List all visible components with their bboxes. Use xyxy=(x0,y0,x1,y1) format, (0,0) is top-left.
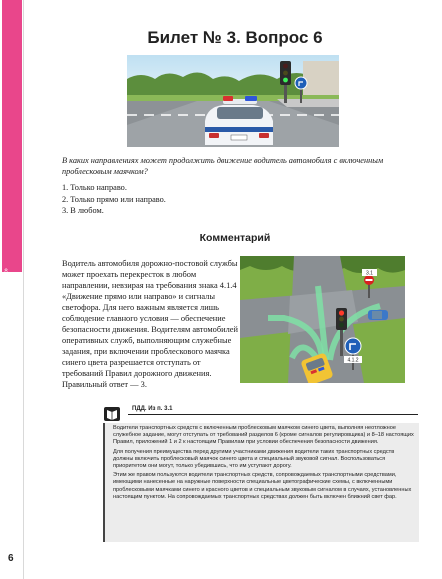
answer-option: 3. В любом. xyxy=(62,206,104,215)
rules-excerpt xyxy=(103,423,419,542)
topic-tab xyxy=(2,0,22,272)
comment-illustration xyxy=(240,256,405,383)
page-number: 6 xyxy=(8,553,14,564)
rules-paragraph: Этим же правом пользуются водители транспортных средств, сопровождаемых транспортными средствами, имеющими нанесенные на наружные поверхности специальные цветографические схемы, с включенными проблесковыми маячками синего и красного цветов и специальным звуковым сигналом в случаях, установленных настоящим пунктом. На сопровождаемых транспортных средствах должен быть включен ближний свет фар. xyxy=(113,472,412,500)
building xyxy=(303,61,339,99)
divider xyxy=(128,414,418,415)
other-car xyxy=(368,310,388,320)
book-icon xyxy=(103,405,121,423)
sign-label-3-1: 3.1 xyxy=(366,270,373,277)
answer-list xyxy=(62,182,362,217)
rules-paragraph: Для получения преимущества перед другими участниками движения водители таких транспортных средств должны включить проблесковый маячок синего цвета и специальный звуковой сигнал. Воспользоваться приоритетом они могут, только убедившись, что им уступают дорогу. xyxy=(113,448,395,470)
sign-label-4-1-2: 4.1.2 xyxy=(347,357,359,364)
rules-paragraph: Водители транспортных средств с включенным проблесковым маячком синего цвета, выполняя неотложное служебное задание, могут отступать от требований разделов 6 (кроме сигналов регулировщика) и 8–18 настоящих Правил, приложений 1 и 2 к настоящим Правилам при условии обеспечения безопасности движения. xyxy=(113,425,414,446)
comment-heading: Комментарий xyxy=(199,232,271,244)
side-strip xyxy=(0,0,24,579)
comment-text: Водитель автомобиля дорожно-постовой службы может проехать перекресток в любом направлении, невзирая на требования знака 4.1.4 «Движение прямо или направо» и сигналы светофора. Для него важным является лишь соблюдение главного условия — обеспечение безопасности движения. Водителям автомобилей оперативных служб, выполняющим служебные задания, при включении проблескового маячка синего цвета разрешается отступать от требований Правил дорожного движения. Правильный ответ — 3. xyxy=(62,259,238,389)
ticket-title: Билет № 3. Вопрос 6 xyxy=(147,28,323,47)
rules-reference: ПДД. Из п. 3.1 xyxy=(132,406,173,412)
topic-label: Тема «Применение специальных сигналов» xyxy=(3,268,10,416)
answer-option: 2. Только прямо или направо. xyxy=(62,194,166,204)
answer-option: 1. Только направо. xyxy=(62,183,127,192)
question-text: В каких направлениях может продолжить движение водитель автомобиля с включенным проблесковым маячком? xyxy=(62,156,384,176)
question-illustration xyxy=(127,55,339,147)
